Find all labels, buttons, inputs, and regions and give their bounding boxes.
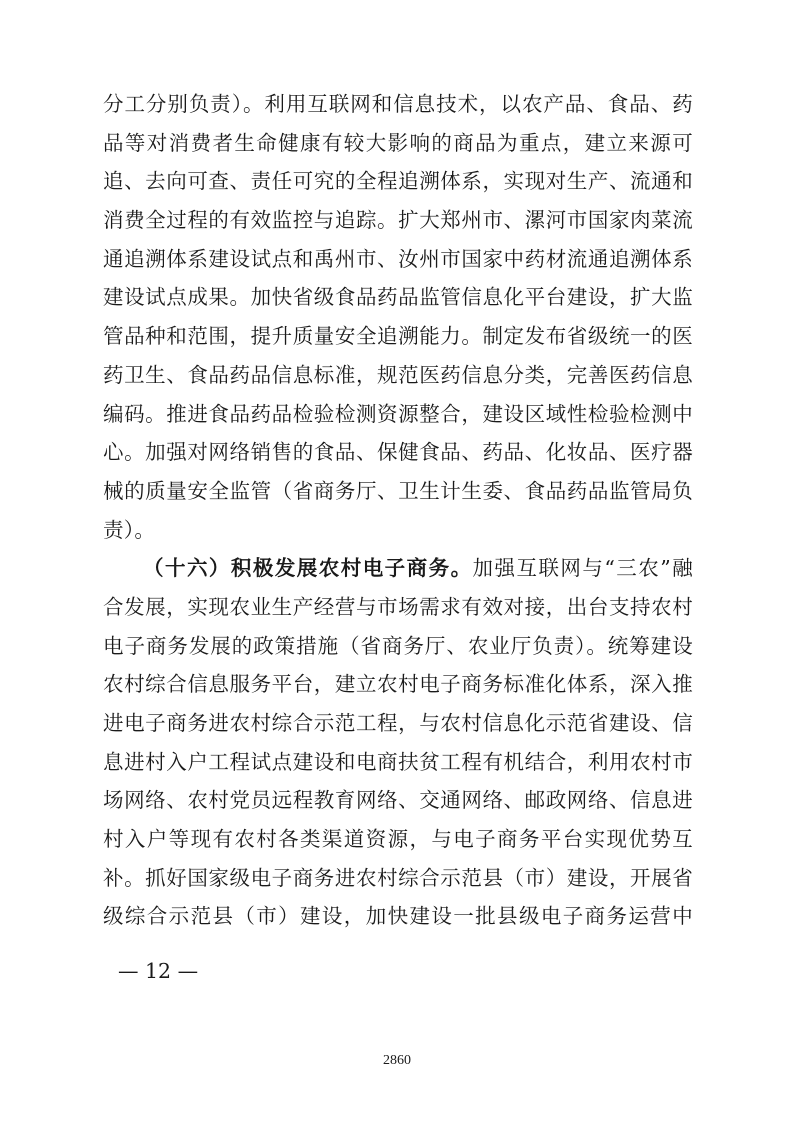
- footer-sequence-number: 2860: [383, 1053, 411, 1068]
- text-line: 通追溯体系建设试点和禹州市、汝州市国家中药材流通追溯体系: [103, 246, 693, 271]
- text-line: 电子商务发展的政策措施（省商务厅、农业厅负责）。统筹建设: [103, 633, 693, 658]
- section-heading: （十六）积极发展农村电子商务。: [143, 556, 473, 581]
- text-line: 编码。推进食品药品检验检测资源整合，建设区域性检验检测中: [103, 401, 693, 426]
- text-line: 械的质量安全监管（省商务厅、卫生计生委、食品药品监管局负: [103, 478, 693, 503]
- page-number: — 12 —: [118, 959, 199, 983]
- text-line: 消费全过程的有效监控与追踪。扩大郑州市、漯河市国家肉菜流: [103, 208, 693, 233]
- text-line: 分工分别负责）。利用互联网和信息技术，以农产品、食品、药: [103, 92, 693, 116]
- text-line: 村入户等现有农村各类渠道资源，与电子商务平台实现优势互: [103, 827, 693, 852]
- paragraph-traceability: [103, 85, 693, 549]
- text-line: 补。抓好国家级电子商务进农村综合示范县（市）建设，开展省: [103, 865, 693, 890]
- section-first-line: [103, 549, 693, 588]
- text-line: 管品种和范围，提升质量安全追溯能力。制定发布省级统一的医: [103, 324, 693, 349]
- text-line: 药卫生、食品药品信息标准，规范医药信息分类，完善医药信息: [103, 362, 693, 387]
- paragraph-rural-ecommerce: [103, 549, 693, 936]
- text-line: 进电子商务进农村综合示范工程，与农村信息化示范省建设、信: [103, 711, 693, 735]
- document-body: [103, 85, 693, 936]
- text-line: 级综合示范县（市）建设，加快建设一批县级电子商务运营中: [103, 904, 693, 929]
- text-line: 息进村入户工程试点建设和电商扶贫工程有机结合，利用农村市: [103, 749, 693, 774]
- text-fragment: 加强互联网与“三农”融: [472, 556, 694, 581]
- text-line: 责）。: [103, 517, 156, 542]
- text-line: 农村综合信息服务平台，建立农村电子商务标准化体系，深入推: [103, 672, 693, 697]
- text-line: 建设试点成果。加快省级食品药品监管信息化平台建设，扩大监: [103, 285, 693, 310]
- text-line: 追、去向可查、责任可究的全程追溯体系，实现对生产、流通和: [103, 169, 693, 194]
- text-line: 合发展，实现农业生产经营与市场需求有效对接，出台支持农村: [103, 594, 693, 619]
- text-line: 场网络、农村党员远程教育网络、交通网络、邮政网络、信息进: [103, 788, 693, 813]
- text-line: 心。加强对网络销售的食品、保健食品、药品、化妆品、医疗器: [103, 440, 693, 465]
- text-line: 品等对消费者生命健康有较大影响的商品为重点，建立来源可: [103, 130, 693, 155]
